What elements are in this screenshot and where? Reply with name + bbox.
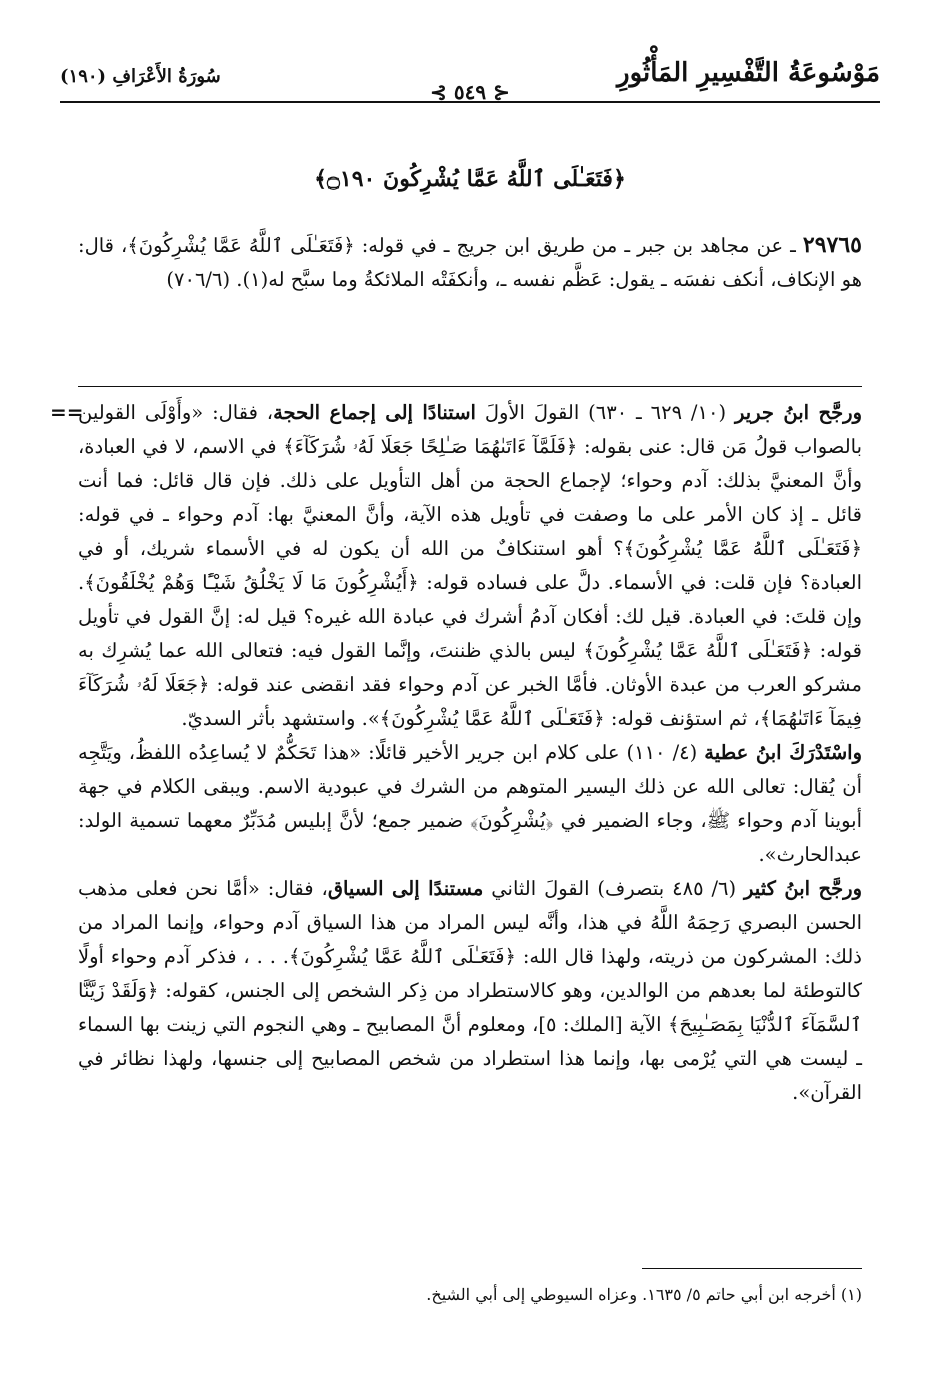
footnote-rule [642, 1268, 862, 1269]
commentary-author-3: ورجَّح ابنُ كثير [744, 877, 863, 900]
narration-block [78, 228, 862, 297]
continuation-mark: == [50, 400, 84, 424]
narration-paragraph [78, 228, 862, 297]
ornament-icon: ⊰ [486, 80, 510, 104]
commentary-block [78, 396, 862, 1110]
page-number-value: ٥٤٩ [453, 80, 487, 104]
commentary-paragraph-1 [78, 396, 862, 736]
narration-text: ـ عن مجاهد بن جبر ـ من طريق ابن جريج ـ في قوله: ﴿فَتَعَـٰلَى ٱللَّهُ عَمَّا يُشْرِكُونَ﴾، قال: هو الإنكاف، أنكف نفسَه ـ يقول: عَظَّم نفسه ـ، وأنكفَتْه الملائكةُ وما سبَّح له(١). (٧٠٦/٦) [78, 234, 862, 291]
footnote: (١) أخرجه ابن أبي حاتم ٥/ ١٦٣٥. وعزاه السيوطي إلى أبي الشيخ. [426, 1285, 862, 1304]
commentary-author-2: واسْتَدْرَكَ ابنُ عطية [704, 741, 862, 764]
commentary-ref-3: (٦/ ٤٨٥ بتصرف) القولَ الثاني [491, 877, 737, 900]
narration-number: ٢٩٧٦٥ [802, 232, 862, 258]
commentary-paragraph-3 [78, 872, 862, 1110]
commentary-author-1: ورجَّح ابنُ جرير [734, 401, 863, 424]
commentary-text-1: ، فقال: «وأَوْلَى القولين بالصواب قولُ مَن قال: عنى بقوله: ﴿فَلَمَّآ ءَاتَىٰهُمَا صَـٰلِحًا جَعَلَا لَهُۥ شُرَكَآءَ﴾ في الاسم، لا في العبادة، وأنَّ المعنيَّ بذلك: آدم وحواء؛ لإجماع الحجة من أهل التأويل على ذلك. فإن قال قائل: فما أنت قائل ـ إذ كان الأمر على ما وصفت في تأويل هذه الآية، وأنَّ المعنيَّ بها: آدم وحواء ـ في قوله: ﴿فَتَعَـٰلَى ٱللَّهُ عَمَّا يُشْرِكُونَ﴾؟ أهو استنكافٌ من الله أن يكون له في الأسماء شريك، أو في العبادة؟ فإن قلت: في الأسماء. دلَّ على فساده قوله: ﴿أَيُشْرِكُونَ مَا لَا يَخْلُقُ شَيْـًٔا وَهُمْ يُخْلَقُونَ﴾. وإن قلتَ: في العبادة. قيل لك: أفكان آدمُ أشرك في عبادة الله غيره؟ قيل له: إنَّ القول في تأويل قوله: ﴿فَتَعَـٰلَى ٱللَّهُ عَمَّا يُشْرِكُونَ﴾ ليس بالذي ظننتَ، وإنَّما القول فيه: فتعالى الله عما يُشرِك به مشركو العرب من عبدة الأوثان. فأمَّا الخبر عن آدم وحواء فقد انقضى عند قوله: ﴿جَعَلَا لَهُۥ شُرَكَآءَ فِيمَآ ءَاتَىٰهُمَا﴾، ثم استؤنف قوله: ﴿فَتَعَـٰلَى ٱللَّهُ عَمَّا يُشْرِكُونَ﴾». واستشهد بأثر السديّ. [78, 401, 862, 730]
commentary-text-3: ، فقال: «أمَّا نحن فعلى مذهب الحسن البصري رَحِمَهُ اللَّهُ في هذا، وأنَّه ليس المراد من هذا السياق آدم وحواء، وإنما المراد من ذلك: المشركون من ذريته، ولهذا قال الله: ﴿فَتَعَـٰلَى ٱللَّهُ عَمَّا يُشْرِكُونَ﴾. . . ، فذكر آدم وحواء أولًا كالتوطئة لما بعدهم من الوالدين، وهو كالاستطراد من ذِكر الشخص إلى الجنس، كقوله: ﴿وَلَقَدْ زَيَّنَّا ٱلسَّمَآءَ ٱلدُّنْيَا بِمَصَـٰبِيحَ﴾ الآية [الملك: ٥]، ومعلوم أنَّ المصابيح ـ وهي النجوم التي زينت بها السماء ـ ليست هي التي يُرْمى بها، وإنما هذا استطراد من شخص المصابيح إلى جنسها، ولهذا نظائر في القرآن». [78, 877, 862, 1104]
header-rule [60, 101, 880, 103]
commentary-ref-1: (١٠/ ٦٢٩ ـ ٦٣٠) القولَ الأولَ [484, 401, 727, 424]
commentary-paragraph-2 [78, 736, 862, 872]
book-title: مَوْسُوعَةُ التَّفْسِيرِ المَأْثُورِ [617, 58, 880, 88]
ornament-icon: ⊱ [430, 80, 454, 104]
commentary-basis-1: استنادًا إلى إجماع الحجة [273, 401, 476, 424]
surah-name: سُورَةُ الأَعْرَافِ (١٩٠) [60, 66, 221, 87]
commentary-basis-3: مستندًا إلى السياق [327, 877, 484, 900]
quran-verse: ﴿فَتَعَـٰلَى ٱللَّهُ عَمَّا يُشْرِكُونَ ۝١٩٠﴾ [314, 166, 626, 192]
commentary-text-2: (٤/ ١١٠) على كلام ابن جرير الأخير قائلًا: «هذا تَحَكُّمٌ لا يُساعِدُه اللفظُ، ويَتَّجِه أن يُقال: تعالى الله عن ذلك اليسير المتوهم من الشرك في عبودية الاسم. ويبقى الكلام في جهة أبوينا آدم وحواء ﷺ، وجاء الضمير في ﴿يُشْرِكُونَ﴾ ضمير جمع؛ لأنَّ إبليس مُدَبِّرٌ معهما تسمية الولد: عبدالحارث». [78, 741, 862, 866]
section-divider [78, 386, 862, 387]
